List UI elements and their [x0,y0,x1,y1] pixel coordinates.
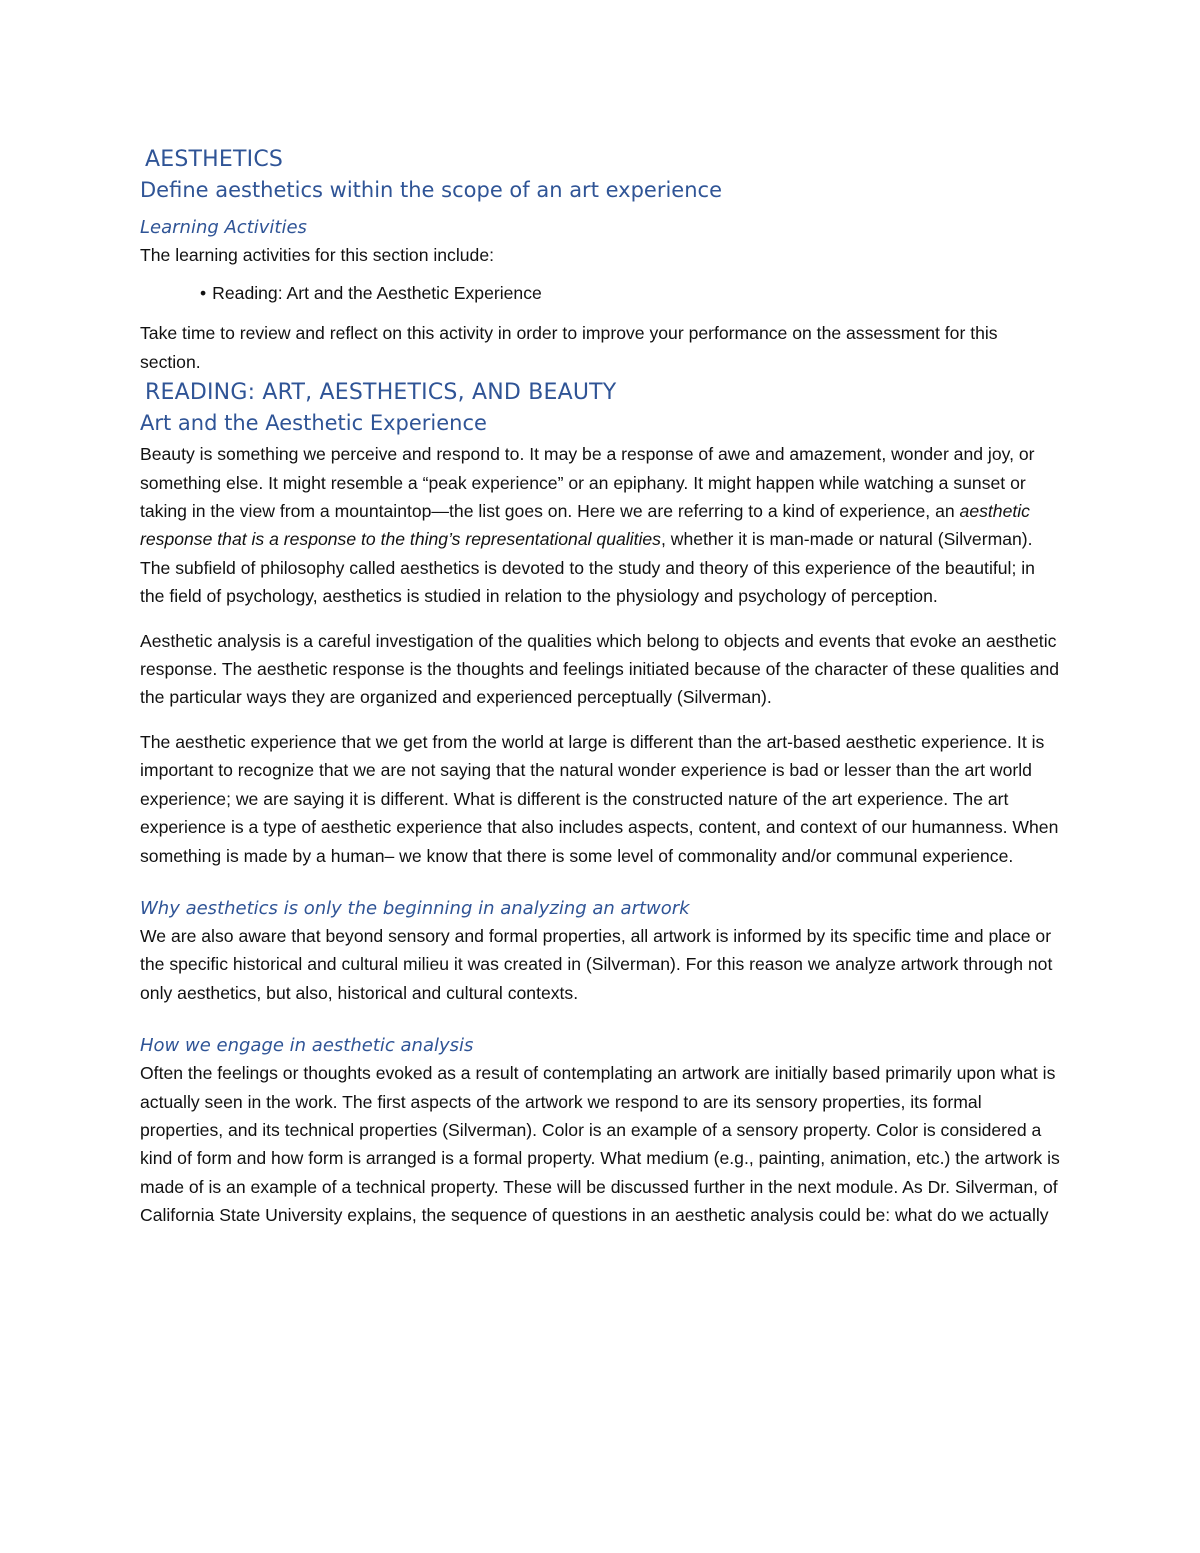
paragraph-beauty [140,440,1060,610]
paragraph-context: We are also aware that beyond sensory and formal properties, all artwork is informed by its specific time and place or the specific historical and cultural milieu it was created in (Silverman). For this reason we analyze artwork through not only aesthetics, but also, historical and cultural contexts. [140,925,1053,1003]
learning-note: Take time to review and reflect on this activity in order to improve your performance on the assessment for this section. [140,323,998,372]
document-page [140,145,1060,1230]
paragraph-analysis-sequence: Often the feelings or thoughts evoked as a result of contemplating an artwork are initially based primarily upon what is actually seen in the work. The first aspects of the artwork we respond to are its sensory properties, its formal properties, and its technical properties (Silverman). Color is an example of a sensory property. Color is considered a kind of form and how form is arranged is a formal property. What medium (e.g., painting, animation, etc.) the artwork is made of is an example of a technical property. These will be discussed further in the next module. As Dr. Silverman, of California State University explains, the sequence of questions in an aesthetic analysis could be: what do we actually [140,1063,1060,1226]
learning-activities-heading: Learning Activities [140,217,307,238]
paragraph-aesthetic-experience: The aesthetic experience that we get from the world at large is different than the art-based aesthetic experience. It is important to recognize that we are not saying that the natural wonder experience is bad or lesser than the art world experience; we are saying it is different. What is different is the constructed nature of the art experience. The art experience is a type of aesthetic experience that also includes aspects, content, and context of our humanness. When something is made by a human– we know that there is some level of commonality and/or communal experience. [140,731,1059,866]
paragraph-text: , whether it is man-made or natural (Silverman). The subfield of philosophy called aesthetics is devoted to the study and theory of this experience of the beautiful; in the field of psychology, aesthetics is studied in relation to the physiology and psychology of perception. [140,529,1035,607]
list-item [200,279,1060,307]
paragraph-text: Beauty is something we perceive and respond to. It may be a response of awe and amazement, wonder and joy, or something else. It might resemble a “peak experience” or an epiphany. It might happen while watching a sunset or taking in the view from a mountaintop—the list goes on. Here we are referring to a kind of experience, an [140,444,1035,522]
emphasized-text: aesthetic response that is a response to the thing’s representational qualities [140,501,1030,550]
reading-subtitle: Art and the Aesthetic Experience [140,411,487,436]
learning-activities-list [140,279,1060,307]
learning-intro: The learning activities for this section include: [140,245,495,265]
why-aesthetics-heading: Why aesthetics is only the beginning in analyzing an artwork [140,897,690,919]
paragraph-aesthetic-analysis: Aesthetic analysis is a careful investigation of the qualities which belong to objects and events that evoke an aesthetic response. The aesthetic response is the thoughts and feelings initiated because of the character of these qualities and the particular ways they are organized and experienced perceptually (Silverman). [140,630,1060,708]
reading-title: READING: ART, AESTHETICS, AND BEAUTY [145,380,617,406]
how-engage-heading: How we engage in aesthetic analysis [140,1035,474,1057]
list-item-label: Reading: Art and the Aesthetic Experience [212,283,542,304]
page-subtitle: Define aesthetics within the scope of an art experience [140,178,722,202]
page-title: AESTHETICS [145,147,284,172]
bullet-icon: • [200,283,207,304]
